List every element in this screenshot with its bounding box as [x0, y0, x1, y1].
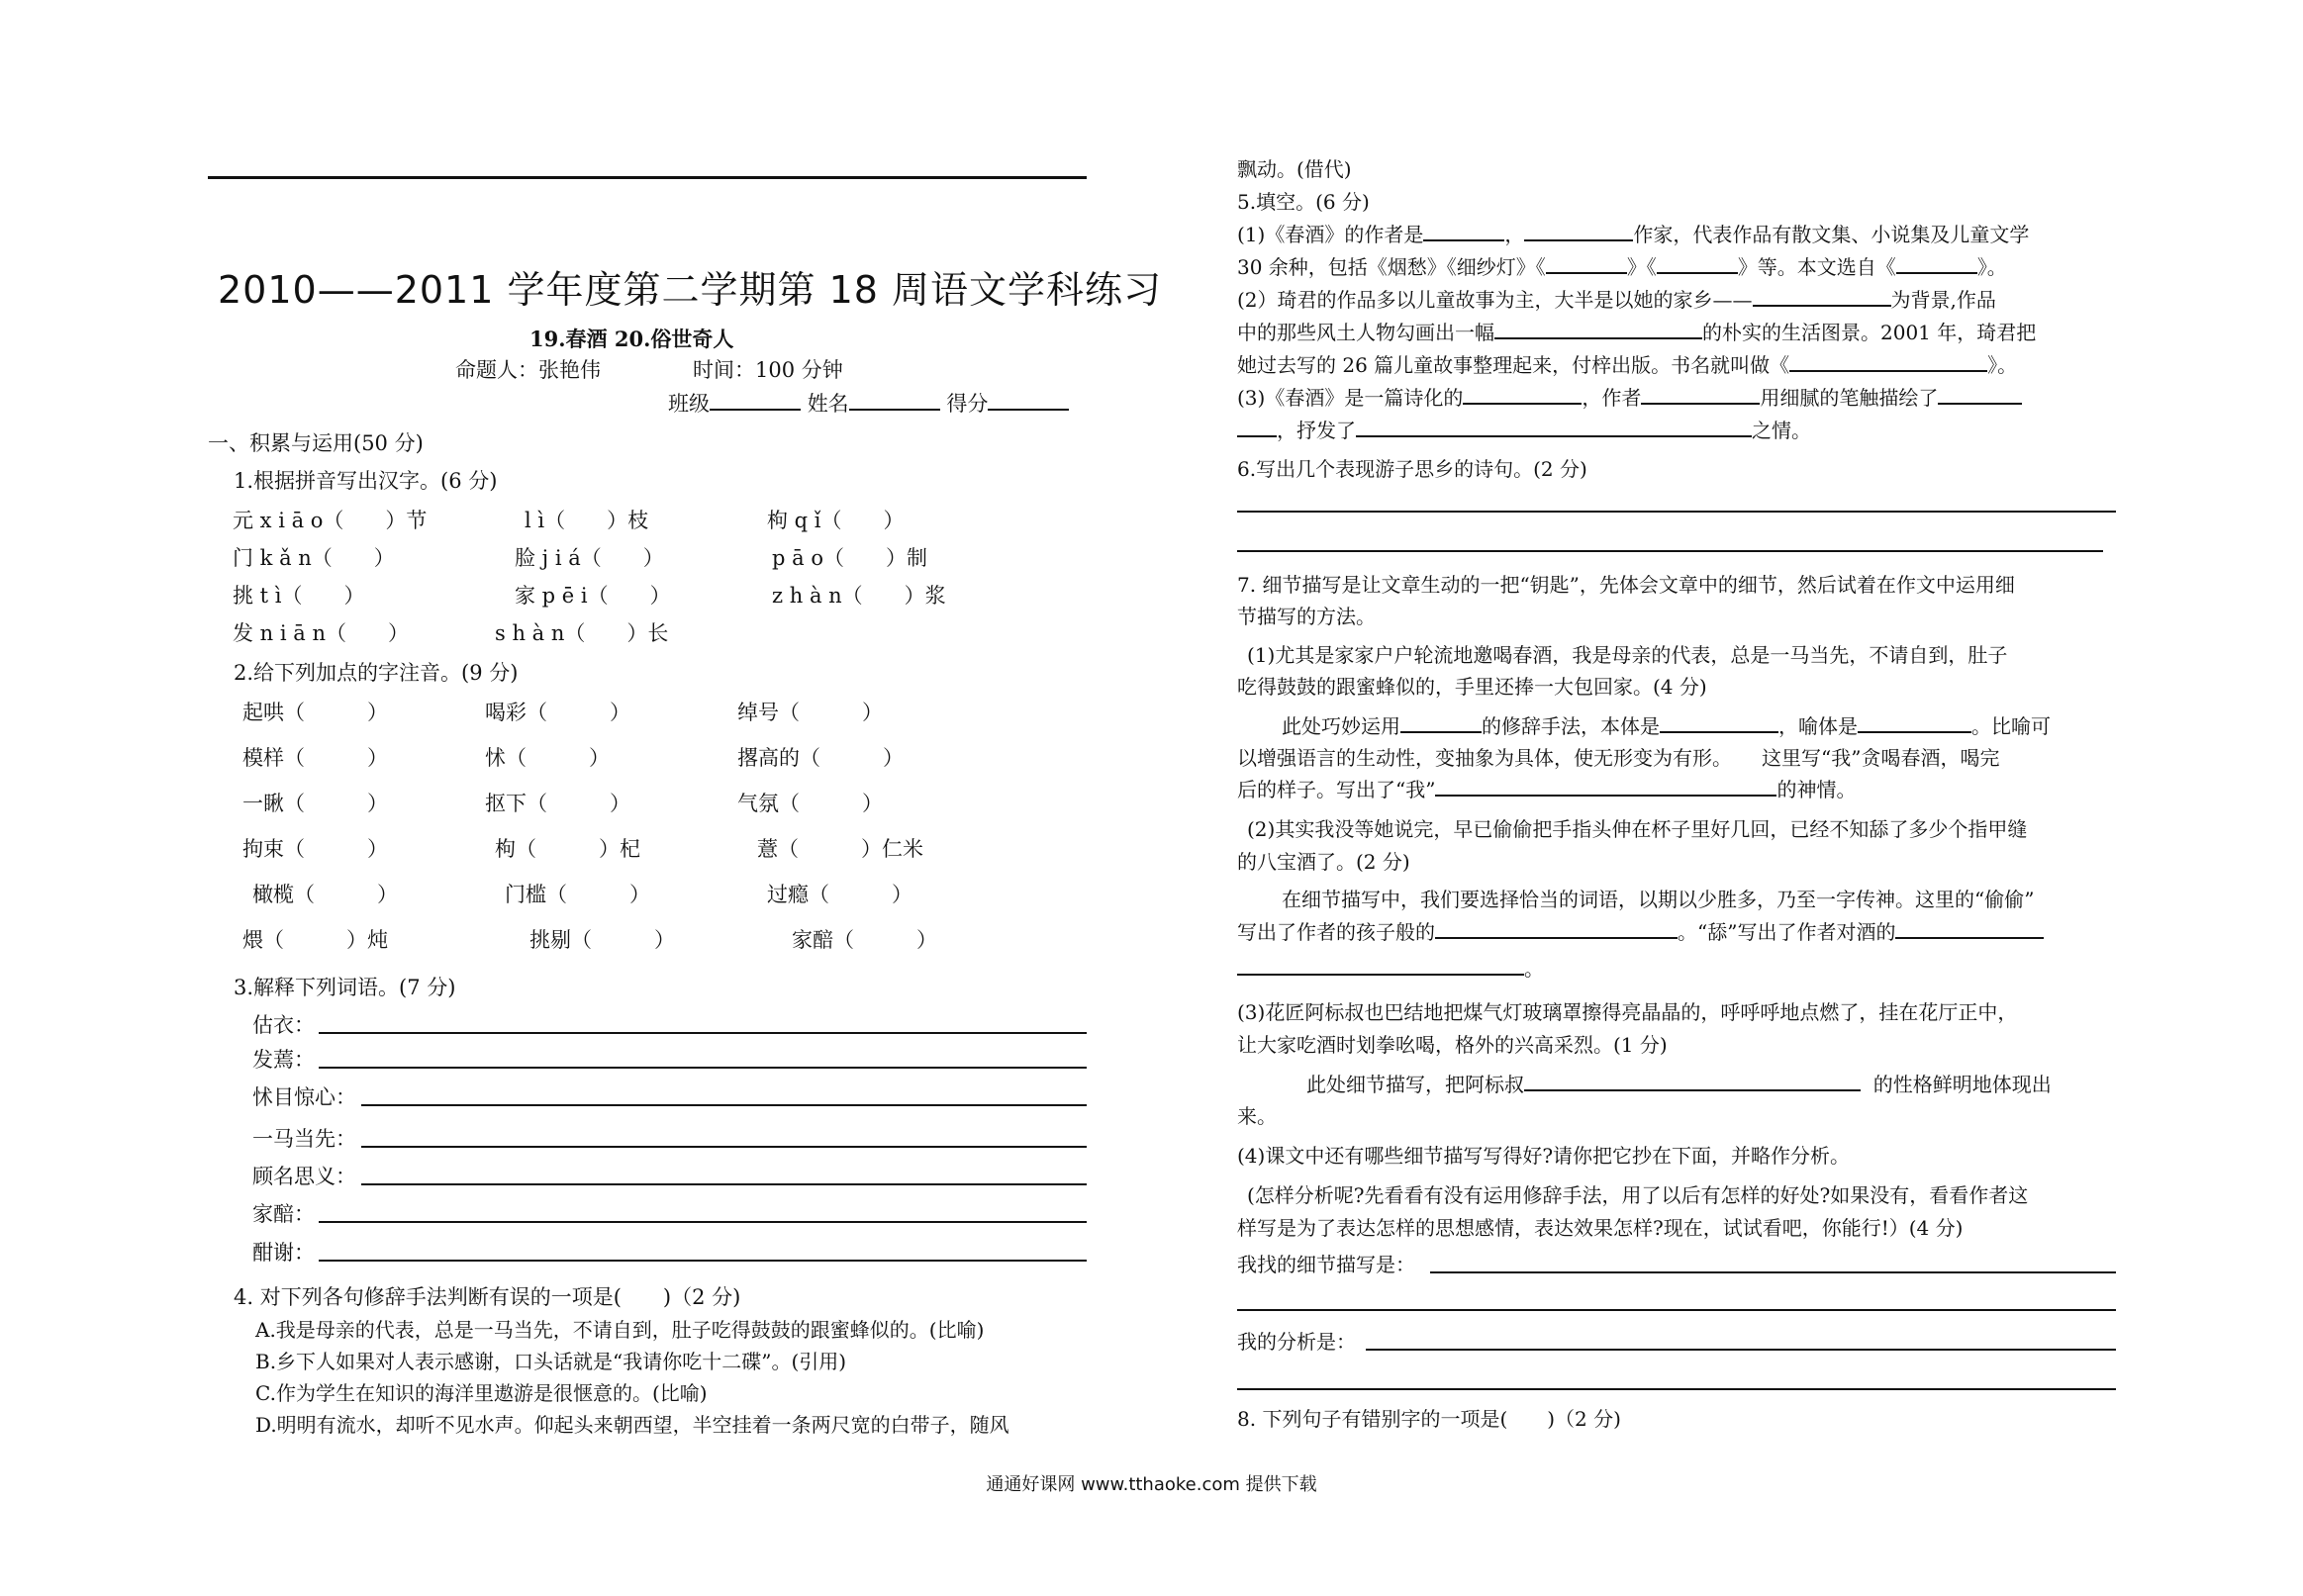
q5-line1	[1237, 219, 2029, 247]
q3-term: 发蔫：	[252, 1048, 315, 1072]
q5-text: 为背景,作品	[1890, 288, 1996, 312]
q7-p3: (3)花匠阿标叔也巴结地把煤气灯玻璃罩擦得亮晶晶的，呼呼呼地点燃了，挂在花厅正中，	[1237, 1000, 2018, 1024]
q1-title: 1.根据拼音写出汉字。(6 分)	[234, 469, 498, 493]
q2-item: 抠下（ ）	[485, 792, 630, 815]
blank[interactable]	[1463, 385, 1582, 405]
q4-option-a: A.我是母亲的代表，总是一马当先，不请自到，肚子吃得鼓鼓的跟蜜蜂似的。(比喻)	[255, 1318, 985, 1342]
q7-text: 此处巧妙运用	[1282, 714, 1400, 738]
q5-text: 》。	[1987, 353, 2018, 377]
blank[interactable]	[1789, 352, 1987, 372]
q2-item: 撂高的（ ）	[737, 746, 904, 770]
q2-item: 挑剔（ ）	[529, 928, 675, 952]
q7-text: 的神情。	[1776, 778, 1857, 801]
q1-item: 门 k ǎ n（ ）	[233, 546, 395, 570]
q6-title: 6.写出几个表现游子思乡的诗句。(2 分)	[1237, 457, 1587, 481]
q1-item: 发 n i ā n（ ）	[233, 621, 409, 645]
q5-line6	[1237, 382, 2022, 411]
blank[interactable]	[1494, 320, 1702, 339]
q7-p4: 样写是为了表达怎样的思想感情，表达效果怎样?现在，试试看吧，你能行!）(4 分)	[1237, 1216, 1964, 1240]
q2-item: 煨（ ）炖	[242, 928, 388, 952]
blank[interactable]	[1660, 713, 1778, 733]
q7-p1: (1)尤其是家家户户轮流地邀喝春酒，我是母亲的代表，总是一马当先，不请自到，肚子	[1247, 643, 2008, 667]
q5-text: 》等。本文选自《	[1737, 255, 1896, 279]
q7-text: 。“舔”写出了作者对酒的	[1678, 920, 1896, 944]
found-label: 我找的细节描写是：	[1237, 1253, 1415, 1276]
q1-item: 家 p ē i（ ）	[515, 584, 671, 608]
q5-text: 》《	[1626, 255, 1657, 279]
q5-line7	[1237, 415, 1811, 443]
q7-p3: 来。	[1237, 1104, 1277, 1128]
q7-text: 。比喻可	[1971, 714, 2051, 738]
blank[interactable]	[1237, 418, 1277, 437]
class-field[interactable]	[668, 388, 1069, 418]
q4-option-c: C.作为学生在知识的海洋里遨游是很惬意的。(比喻)	[255, 1381, 708, 1405]
q1-item: 挑 t ì（ ）	[233, 584, 365, 608]
q7-p1-fill	[1282, 710, 2051, 739]
q1-item: l ì（ ）枝	[525, 509, 649, 532]
q2-item: 喝彩（ ）	[485, 701, 630, 724]
q5-text: 30 余种，包括《烟愁》《细纱灯》《	[1237, 255, 1546, 279]
q7-p3-fill	[1306, 1069, 2052, 1097]
q4-title: 4. 对下列各句修辞手法判断有误的一项是( )（2 分)	[234, 1285, 741, 1309]
q5-line2	[1237, 251, 2007, 280]
q2-item: 拘束（ ）	[242, 837, 388, 861]
q7-p2: 的八宝酒了。(2 分)	[1237, 850, 1410, 874]
blank[interactable]	[1356, 418, 1752, 437]
q4-option-d: D.明明有流水，却听不见水声。仰起头来朝西望，半空挂着一条两尺宽的白带子，随风	[255, 1413, 1009, 1437]
answer-line[interactable]	[1237, 1308, 2116, 1311]
q7-text: 的修辞手法，本体是	[1482, 714, 1660, 738]
answer-line[interactable]	[319, 1031, 1087, 1034]
q3-term: 估衣：	[252, 1013, 315, 1037]
q7-p4: (4)课文中还有哪些细节描写写得好?请你把它抄在下面，并略作分析。	[1237, 1144, 1851, 1168]
q5-text: 作家，代表作品有散文集、小说集及儿童文学	[1633, 223, 2030, 246]
q5-text: ，	[1504, 223, 1525, 246]
q7-p1-fill2	[1237, 774, 1856, 802]
q2-item: 门槛（ ）	[505, 883, 650, 906]
header-rule	[208, 176, 1087, 179]
blank[interactable]	[1524, 1072, 1861, 1091]
q2-item: 绰号（ ）	[737, 701, 883, 724]
blank[interactable]	[1938, 385, 2022, 405]
q5-line5	[1237, 349, 2017, 378]
q2-item: 橄榄（ ）	[252, 883, 398, 906]
blank[interactable]	[1435, 919, 1678, 939]
answer-line[interactable]	[319, 1066, 1087, 1069]
q7-text: 的性格鲜明地体现出	[1872, 1073, 2052, 1096]
q5-text: (2）琦君的作品多以儿童故事为主，大半是以她的家乡——	[1237, 288, 1753, 312]
class-label: 班级	[668, 392, 710, 416]
q5-line3	[1237, 284, 1996, 313]
q2-item: 薏（ ）仁米	[757, 837, 923, 861]
q7-text: 后的样子。写出了“我”	[1237, 778, 1436, 801]
q7-text: 写出了作者的孩子般的	[1237, 920, 1435, 944]
q3-term: 顾名思义：	[252, 1165, 356, 1188]
answer-line[interactable]	[319, 1220, 1087, 1223]
q7-text: 。	[1524, 957, 1544, 981]
section1-heading: 一、积累与运用(50 分)	[208, 431, 424, 455]
blank[interactable]	[1895, 919, 2044, 939]
blank[interactable]	[1858, 713, 1971, 733]
q1-item: 枸 q ǐ（ ）	[767, 509, 905, 532]
score-label: 得分	[946, 392, 989, 416]
q3-term: 酣谢：	[252, 1241, 315, 1265]
q2-item: 家醅（ ）	[792, 928, 937, 952]
q3-title: 3.解释下列词语。(7 分)	[234, 976, 456, 999]
q3-term: 一马当先：	[252, 1127, 356, 1151]
analysis-answer-line[interactable]	[1366, 1348, 2116, 1351]
answer-line[interactable]	[319, 1259, 1087, 1262]
q2-item: 过瘾（ ）	[767, 883, 912, 906]
answer-line[interactable]	[1237, 1387, 2116, 1390]
exam-subtitle: 19.春酒 20.俗世奇人	[529, 327, 734, 351]
q6-answer-line[interactable]	[1237, 510, 2116, 513]
blank[interactable]	[1657, 254, 1738, 274]
page-footer: 通通好课网 www.tthaoke.com 提供下载	[986, 1474, 1317, 1495]
exam-author: 命题人：张艳伟	[455, 358, 601, 382]
q1-item: s h à n（ ）长	[495, 621, 669, 645]
q5-text: 之情。	[1752, 419, 1811, 442]
q2-title: 2.给下列加点的字注音。(9 分)	[234, 661, 519, 685]
q6-answer-line[interactable]	[1237, 549, 2103, 552]
q1-item: z h à n（ ）浆	[772, 584, 946, 608]
q4-continuation: 飘动。(借代)	[1237, 157, 1352, 181]
q2-item: 怵（ ）	[485, 746, 610, 770]
analysis-label: 我的分析是：	[1237, 1330, 1356, 1354]
q7-text: 此处细节描写，把阿标叔	[1306, 1073, 1524, 1096]
q5-line4	[1237, 317, 2036, 345]
blank[interactable]	[1546, 254, 1627, 274]
q2-item: 一瞅（ ）	[242, 792, 388, 815]
q1-item: p ā o（ ）制	[772, 546, 927, 570]
blank[interactable]	[1237, 956, 1524, 976]
q5-title: 5.填空。(6 分)	[1237, 190, 1370, 214]
q5-text: 她过去写的 26 篇儿童故事整理起来，付梓出版。书名就叫做《	[1237, 353, 1790, 377]
blank[interactable]	[1423, 222, 1504, 241]
q5-text: 的朴实的生活图景。2001 年，琦君把	[1702, 321, 2037, 344]
q2-item: 起哄（ ）	[242, 701, 388, 724]
q3-term: 家醅：	[252, 1202, 315, 1226]
q7-text: ，喻体是	[1778, 714, 1858, 738]
q5-text: ，作者	[1582, 386, 1642, 410]
q7-p3: 让大家吃酒时划拳吆喝，格外的兴高采烈。(1 分)	[1237, 1033, 1668, 1057]
q7-p4: (怎样分析呢?先看看有没有运用修辞手法，用了以后有怎样的好处?如果没有，看看作者这	[1247, 1183, 2029, 1207]
q5-text: (1)《春酒》的作者是	[1237, 223, 1424, 246]
q7-title: 7. 细节描写是让文章生动的一把“钥匙”，先体会文章中的细节，然后试着在作文中运用细	[1237, 573, 2015, 597]
q5-text: 》。	[1976, 255, 2007, 279]
q1-item: 元 x i ā o（ ）节	[233, 509, 428, 532]
answer-line[interactable]	[361, 1145, 1087, 1148]
q7-p1: 吃得鼓鼓的跟蜜蜂似的，手里还捧一大包回家。(4 分)	[1237, 675, 1707, 699]
blank[interactable]	[1753, 287, 1891, 307]
q5-text: 用细腻的笔触描绘了	[1760, 386, 1939, 410]
blank[interactable]	[1896, 254, 1977, 274]
name-label: 姓名	[807, 392, 849, 416]
q3-term: 怵目惊心：	[252, 1085, 356, 1109]
q4-option-b: B.乡下人如果对人表示感谢，口头话就是“我请你吃十二碟”。(引用)	[255, 1350, 847, 1373]
q2-item: 气氛（ ）	[737, 792, 883, 815]
answer-line[interactable]	[361, 1103, 1087, 1106]
blank[interactable]	[1524, 222, 1633, 241]
q5-text: 中的那些风土人物勾画出一幅	[1237, 321, 1494, 344]
q5-text: ，抒发了	[1277, 419, 1356, 442]
q1-item: 脸 j i á（ ）	[515, 546, 664, 570]
q7-p2-fill	[1237, 916, 2044, 945]
answer-line[interactable]	[361, 1182, 1087, 1185]
q7-p2-fill2	[1237, 953, 1544, 982]
q8-title: 8. 下列句子有错别字的一项是( )（2 分)	[1237, 1407, 1621, 1431]
exam-title: 2010——2011 学年度第二学期第 18 周语文学科练习	[218, 268, 1163, 312]
blank[interactable]	[1641, 385, 1760, 405]
q7-title-cont: 节描写的方法。	[1237, 605, 1376, 628]
blank[interactable]	[1435, 777, 1776, 797]
q5-text: (3)《春酒》是一篇诗化的	[1237, 386, 1464, 410]
q2-item: 枸（ ）杞	[495, 837, 640, 861]
found-answer-line[interactable]	[1430, 1270, 2116, 1273]
blank[interactable]	[1400, 713, 1482, 733]
exam-time: 时间：100 分钟	[693, 358, 843, 382]
q7-p2: (2)其实我没等她说完，早已偷偷把手指头伸在杯子里好几回，已经不知舔了多少个指甲缝	[1247, 817, 2028, 841]
q2-item: 模样（ ）	[242, 746, 388, 770]
q7-p1: 以增强语言的生动性，变抽象为具体，使无形变为有形。 这里写“我”贪喝春酒，喝完	[1237, 746, 2000, 770]
q7-p2: 在细节描写中，我们要选择恰当的词语，以期以少胜多，乃至一字传神。这里的“偷偷”	[1282, 888, 2035, 911]
